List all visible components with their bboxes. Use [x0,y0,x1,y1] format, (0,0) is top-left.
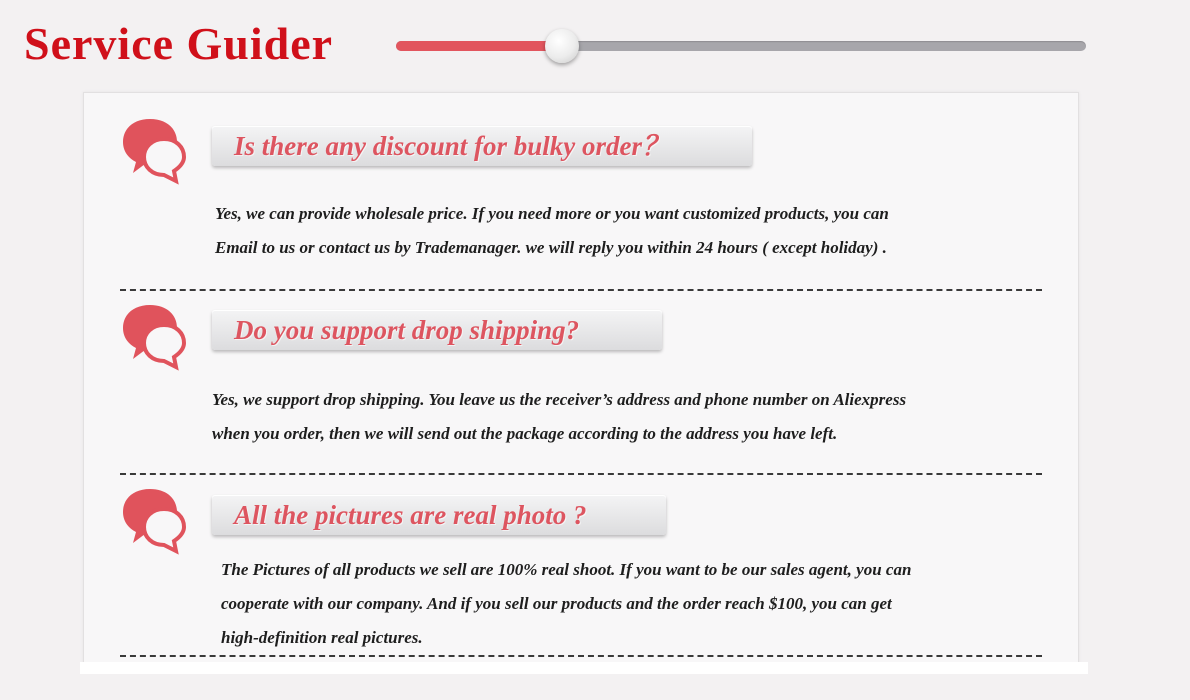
page-title: Service Guider [24,18,334,69]
slider-thumb[interactable] [545,29,579,63]
dashed-divider [120,655,1042,657]
question-box [212,310,662,350]
answer-line: when you order, then we will send out the package according to the address you have left. [212,424,838,443]
progress-slider[interactable] [396,41,1086,51]
answer-text [215,197,889,265]
dashed-divider [120,289,1042,291]
dashed-divider [120,473,1042,475]
slider-fill [396,41,562,51]
question-box [212,126,752,166]
answer-line: cooperate with our company. And if you sell our products and the order reach $100, you can get [221,594,892,613]
speech-bubbles-icon [120,301,190,371]
bottom-strip [80,662,1088,674]
faq-panel [83,92,1079,669]
answer-line: Email to us or contact us by Trademanager. we will reply you within 24 hours ( except holiday) . [215,238,887,257]
answer-line: Yes, we support drop shipping. You leave us the receiver’s address and phone number on Aliexpress [212,390,907,409]
question-box [212,495,666,535]
answer-line: The Pictures of all products we sell are 100% real shoot. If you want to be our sales agent, you can [221,560,912,579]
answer-text [212,383,906,451]
speech-bubbles-icon [120,115,190,185]
question-text: All the pictures are real photo ? [234,500,587,530]
answer-text [221,553,911,655]
header [0,0,1190,90]
question-text: Is there any discount for bulky order？ [234,131,670,161]
answer-line: high-definition real pictures. [221,628,423,647]
speech-bubbles-icon [120,485,190,555]
question-text: Do you support drop shipping? [234,315,580,345]
answer-line: Yes, we can provide wholesale price. If you need more or you want customized products, you can [215,204,889,223]
